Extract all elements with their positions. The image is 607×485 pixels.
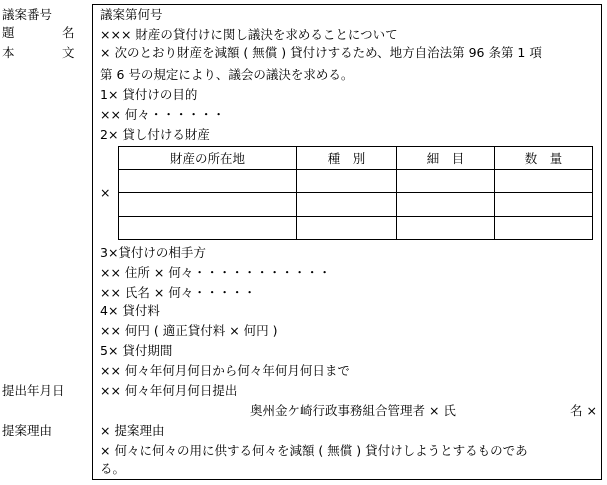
reason-label: 提案理由 [2,423,53,438]
table-cell [297,170,397,193]
table-row [119,170,593,193]
section-3-name: ×× 氏名 × 何々・・・・・ [100,285,256,300]
header-detail: 細 目 [397,147,495,170]
table-cell [495,170,593,193]
table-header-row [119,147,593,170]
property-table [118,146,593,240]
body-line-2: 第 6 号の規定により、議会の議決を求める。 [100,67,354,82]
body-label-first: 本 [2,45,15,60]
table-row [119,216,593,239]
table-cell [397,216,495,239]
header-type: 種 別 [297,147,397,170]
manager-name: 名 × [570,403,597,418]
section-1-heading: 1× 貸付けの目的 [100,87,198,102]
section-4-heading: 4× 貸付料 [100,303,160,318]
table-cell [297,193,397,216]
title-label-second: 名 [62,25,75,40]
table-cell [119,193,297,216]
submission-date-label: 提出年月日 [2,383,65,398]
section-2-heading: 2× 貸し付ける財産 [100,127,210,142]
table-cell [397,170,495,193]
section-3-address: ×× 住所 × 何々・・・・・・・・・・・ [100,265,331,280]
bill-number-value: 議案第何号 [100,7,163,22]
section-4-item: ×× 何円 ( 適正貸付料 × 何円 ) [100,323,278,338]
bill-number-label: 議案番号 [2,7,53,22]
reason-text-line-1: × 何々に何々の用に供する何々を減額 ( 無償 ) 貸付けしようとするものであ [100,443,528,458]
title-label-first: 題 [2,25,15,40]
reason-text-line-2: る。 [100,461,126,476]
body-label-second: 文 [62,45,75,60]
header-location: 財産の所在地 [119,147,297,170]
table-cell [297,216,397,239]
section-3-heading: 3×貸付けの相手方 [100,245,206,260]
header-quantity: 数 量 [495,147,593,170]
section-1-item: ×× 何々・・・・・・ [100,107,225,122]
table-cell [495,216,593,239]
section-5-item: ×× 何々年何月何日から何々年何月何日まで [100,363,350,378]
section-5-heading: 5× 貸付期間 [100,343,173,358]
table-cell [495,193,593,216]
table-cell [397,193,495,216]
table-cell [119,170,297,193]
table-cell [119,216,297,239]
title-value: ××× 財産の貸付けに関し議決を求めることについて [100,27,398,42]
manager-title: 奥州金ケ崎行政事務組合管理者 × 氏 [250,403,456,418]
submission-value: ×× 何々年何月何日提出 [100,383,238,398]
body-line-1: × 次のとおり財産を減額 ( 無償 ) 貸付けするため、地方自治法第 96 条第 1 項 [100,45,542,60]
table-row [119,193,593,216]
reason-heading: × 提案理由 [100,423,165,438]
table-row-marker: × [100,185,111,200]
